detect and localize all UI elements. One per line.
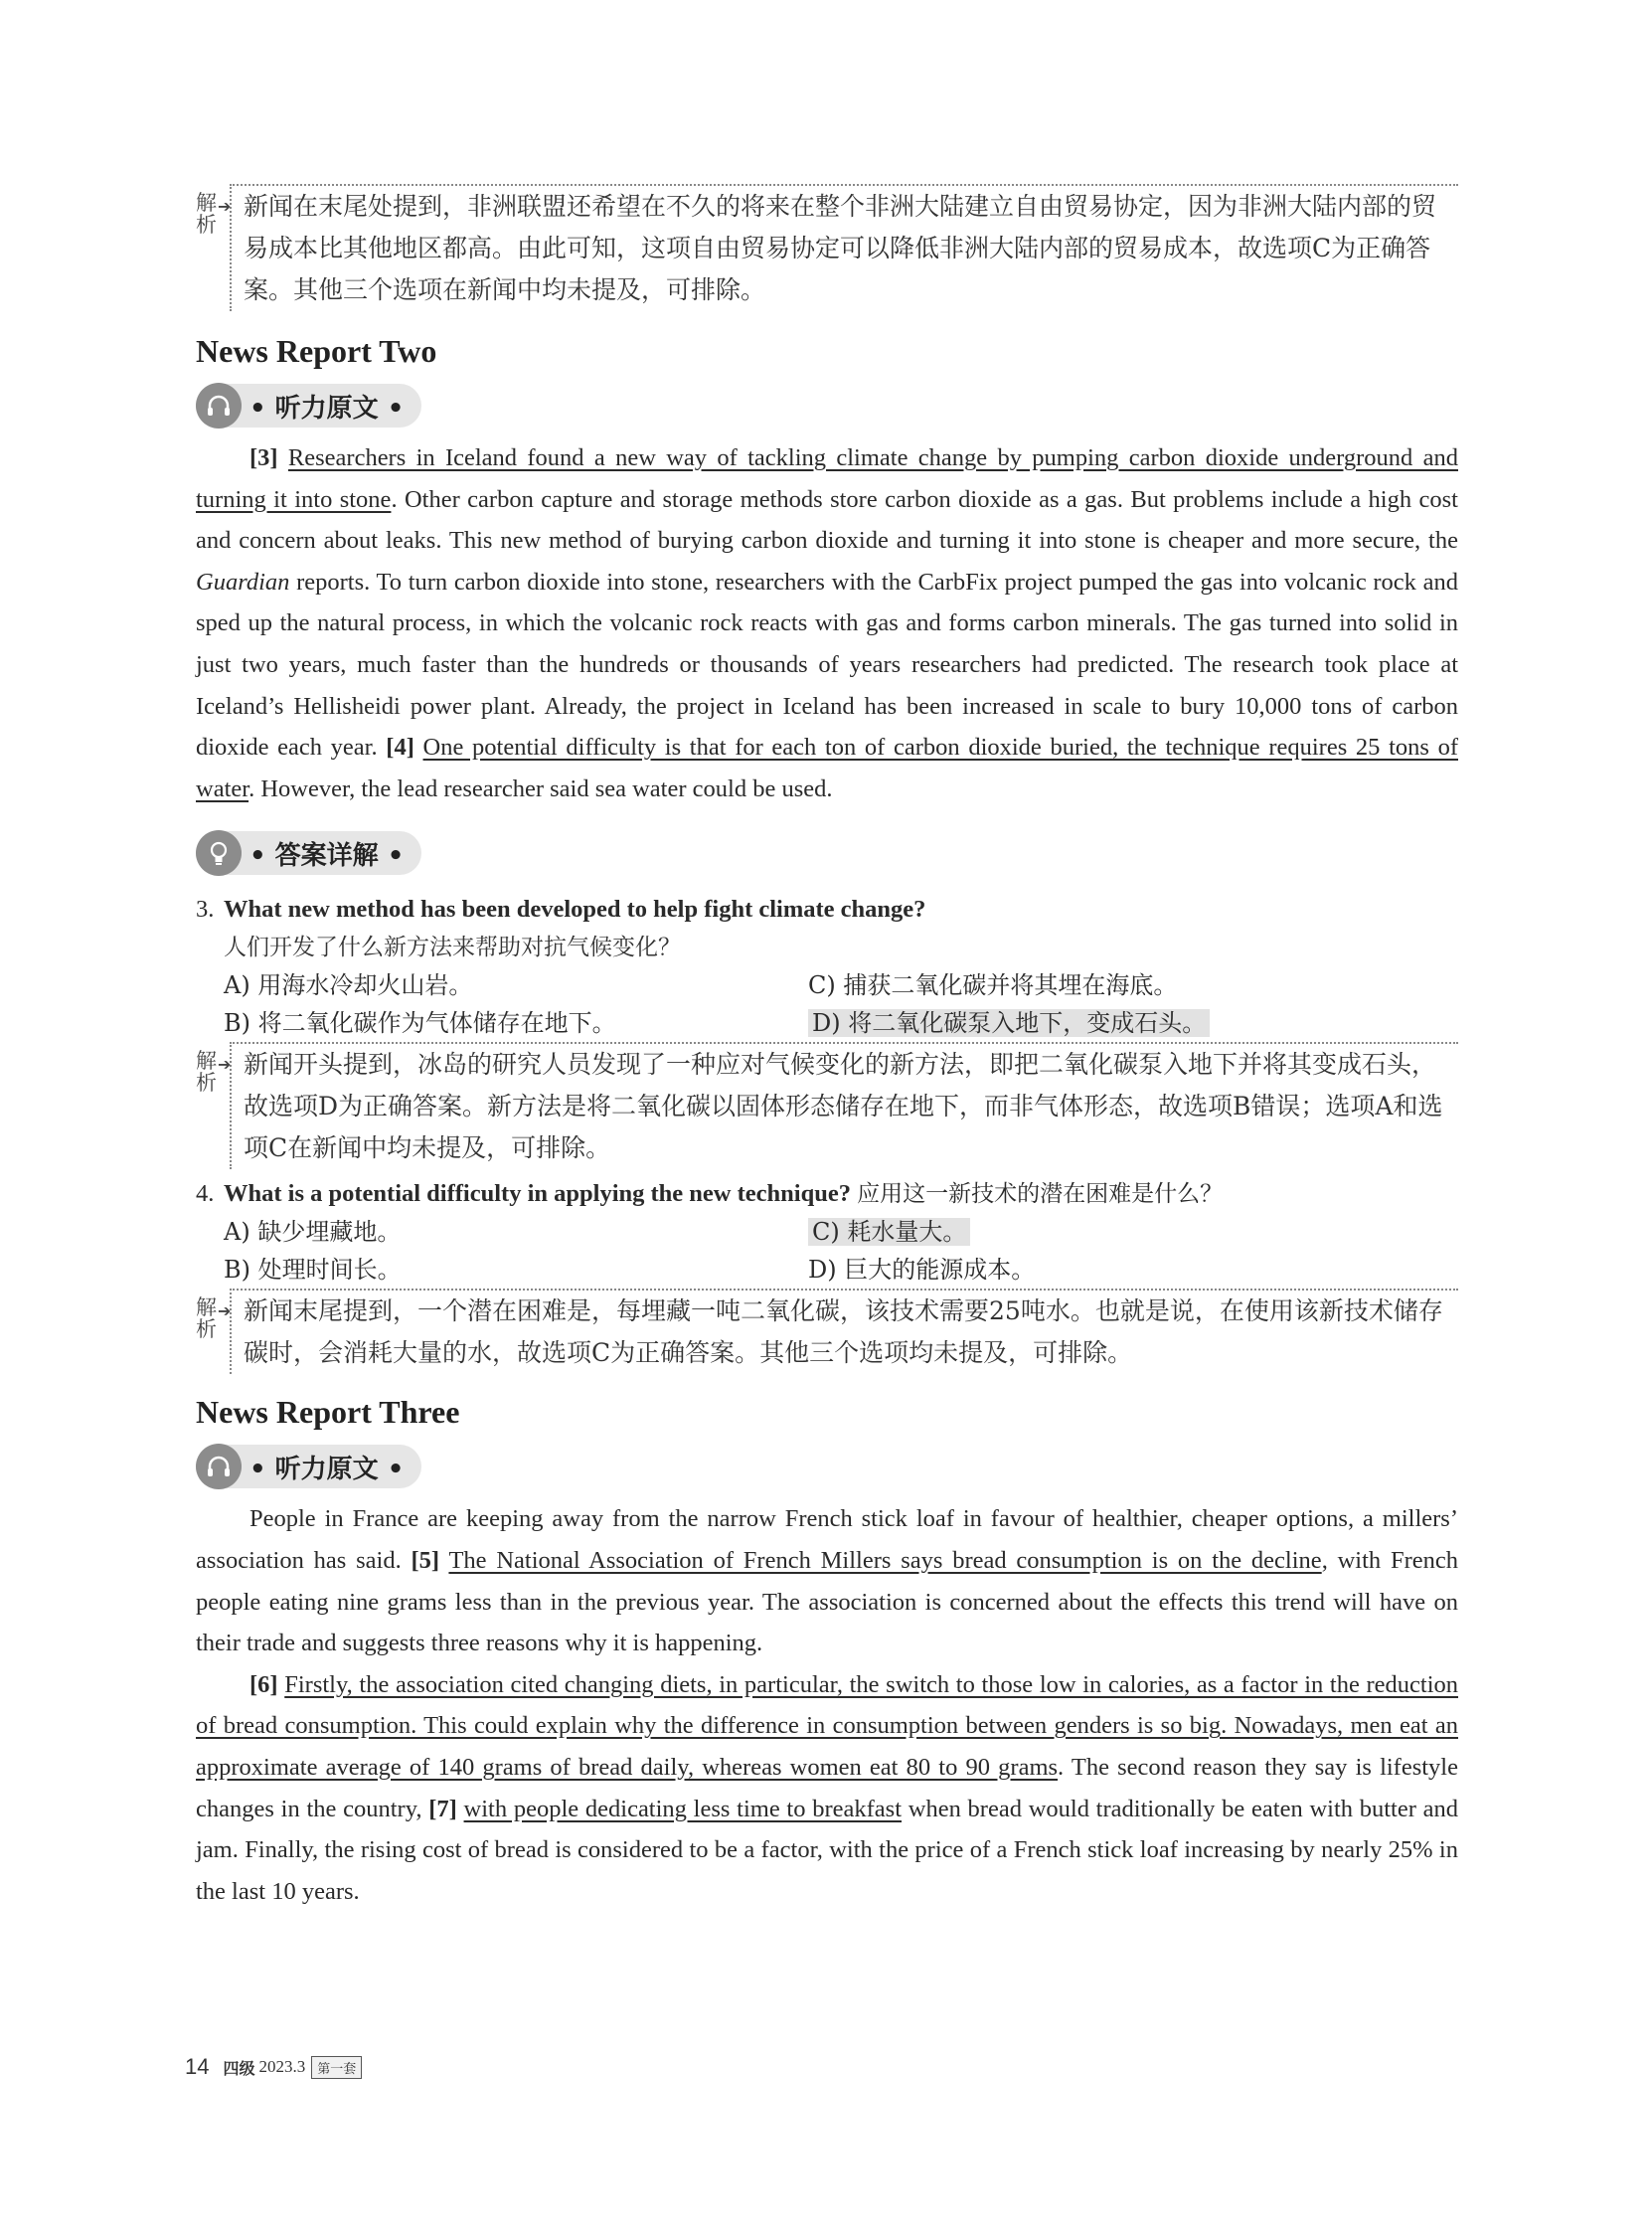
underlined-sentence-3: Researchers in Iceland found a new way of tackling climate change by pumping carbon dioxide underground and turning it into stone <box>196 444 1458 513</box>
underlined-sentence-7: with people dedicating less time to breakfast <box>463 1795 903 1822</box>
transcript-text: when bread would traditionally be eaten with butter and jam. Finally, the rising cost of bread is considered to be a factor, with the price of a French stick loaf increasing by nearly 25% in the last 10 years. <box>196 1795 1459 1905</box>
publication-name: Guardian <box>196 568 290 596</box>
analysis-tag <box>196 1289 230 1340</box>
analysis-text: 新闻在末尾处提到，非洲联盟还希望在不久的将来在整个非洲大陆建立自由贸易协定，因为非洲大陆内部的贸易成本比其他地区都高。由此可知，这项自由贸易协定可以降低非洲大陆内部的贸易成本，故选项C为正确答案。其他三个选项在新闻中均未提及，可排除。 <box>230 184 1458 311</box>
option-b: B) 将二氧化碳作为气体储存在地下。 <box>224 1009 616 1038</box>
set-badge: 第一套 <box>311 2056 362 2079</box>
underlined-sentence-6: Firstly, the association cited changing diets, in particular, the switch to those low in calories, as a factor in the reduction of bread consumption. This could explain why the difference in consumption between genders is so big. Nowadays, men eat an approximate average of 140 grams of bread daily, whereas women eat 80 to 90 grams <box>196 1670 1459 1781</box>
transcript-label-text: • 听力原文 • <box>249 393 405 424</box>
option-a: A) 缺少埋藏地。 <box>224 1218 402 1247</box>
headphones-icon <box>196 383 242 429</box>
analysis-tag <box>196 184 230 236</box>
page-number: 14 <box>185 2054 210 2079</box>
issue-date: 2023.3 <box>258 2057 306 2076</box>
marker-7: [7] <box>428 1795 457 1822</box>
options-3 <box>196 966 1458 1042</box>
underlined-sentence-5: The National Association of French Millers says bread consumption is on the decline <box>448 1546 1322 1574</box>
question-translation: 应用这一新技术的潜在困难是什么？ <box>857 1181 1224 1208</box>
answers-label <box>196 831 421 875</box>
marker-5: [5] <box>411 1546 440 1574</box>
transcript-label-two <box>196 384 421 428</box>
correct-answer-highlight: D) 将二氧化碳泵入地下，变成石头。 <box>808 1009 1210 1037</box>
transcript-text: People in France are keeping away from the narrow French stick loaf in favour of healthier, cheaper options, a millers’ association has said. <box>196 1505 1458 1574</box>
question-text: What is a potential difficulty in applying the new technique? <box>224 1180 851 1208</box>
analysis-tag-text: 解析 <box>196 191 217 237</box>
analysis-tag-text: 解析 <box>196 1049 217 1096</box>
arrow-icon: ➔ <box>218 197 232 216</box>
section-title-news-three: News Report Three <box>196 1394 460 1431</box>
marker-4: [4] <box>386 734 414 762</box>
option-a: A) 用海水冷却火山岩。 <box>224 971 473 1000</box>
underlined-sentence-4: One potential difficulty is that for each ton of carbon dioxide buried, the technique requires 25 tons of water <box>196 734 1458 802</box>
analysis-block-3 <box>196 1042 1458 1169</box>
option-c: C) 捕获二氧化碳并将其埋在海底。 <box>808 971 1178 1000</box>
transcript-text: , with French people eating nine grams less than in the previous year. The association is concerned about the effects this trend will have on their trade and suggests three reasons why it is happening. <box>196 1546 1458 1657</box>
transcript-paragraph-three-2 <box>196 1664 1458 1913</box>
analysis-block-top <box>196 184 1458 311</box>
page-footer <box>185 2054 362 2080</box>
transcript-paragraph-three-1 <box>196 1498 1458 1663</box>
transcript-text: . However, the lead researcher said sea water could be used. <box>248 775 833 802</box>
transcript-label-three <box>196 1445 421 1488</box>
analysis-text: 新闻末尾提到，一个潜在困难是，每埋藏一吨二氧化碳，该技术需要25吨水。也就是说，在使用该新技术储存碳时，会消耗大量的水，故选项C为正确答案。其他三个选项均未提及，可排除。 <box>230 1289 1458 1374</box>
question-number: 3. <box>196 896 215 924</box>
option-c-correct <box>808 1213 1458 1251</box>
option-d-correct <box>808 1004 1458 1042</box>
transcript-text: . Other carbon capture and storage methods store carbon dioxide as a gas. But problems include a high cost and concern about leaks. This new method of burying carbon dioxide and turning it into stone is cheaper and more secure, the <box>196 485 1458 555</box>
analysis-tag-text: 解析 <box>196 1295 217 1342</box>
question-number: 4. <box>196 1180 215 1208</box>
marker-3: [3] <box>249 444 278 471</box>
lightbulb-icon <box>196 830 242 876</box>
transcript-paragraph-two <box>196 437 1458 809</box>
question-translation: 人们开发了什么新方法来帮助对抗气候变化？ <box>224 935 681 961</box>
transcript-label-text: • 听力原文 • <box>249 1454 405 1484</box>
analysis-tag <box>196 1042 230 1094</box>
question-3 <box>196 891 1458 929</box>
options-4 <box>196 1213 1458 1289</box>
section-title-news-two: News Report Two <box>196 333 437 369</box>
analysis-text: 新闻开头提到，冰岛的研究人员发现了一种应对气候变化的新方法，即把二氧化碳泵入地下并将其变成石头，故选项D为正确答案。新方法是将二氧化碳以固体形态储存在地下，而非气体形态，故选项B错误；选项A和选项C在新闻中均未提及，可排除。 <box>230 1042 1458 1169</box>
question-4 <box>196 1175 1458 1213</box>
correct-answer-highlight: C) 耗水量大。 <box>808 1218 970 1246</box>
option-d: D) 巨大的能源成本。 <box>808 1256 1036 1285</box>
analysis-block-4 <box>196 1289 1458 1374</box>
marker-6: [6] <box>249 1670 278 1698</box>
transcript-text: reports. To turn carbon dioxide into stone, researchers with the CarbFix project pumped the gas into volcanic rock and sped up the natural process, in which the volcanic rock reacts with gas and forms carbon minerals. The gas turned into solid in just two years, much faster than the hundreds or thousands of years researchers had predicted. The research took place at Iceland’s Hellisheidi power plant. Already, the project in Iceland has been increased in scale to bury 10,000 tons of carbon dioxide each year. <box>196 568 1458 762</box>
question-text: What new method has been developed to help fight climate change? <box>224 896 926 924</box>
magazine-name: 四级 <box>223 2058 255 2078</box>
transcript-text: . The second reason they say is lifestyle changes in the country, <box>196 1753 1458 1822</box>
headphones-icon <box>196 1444 242 1489</box>
arrow-icon: ➔ <box>218 1055 232 1075</box>
option-b: B) 处理时间长。 <box>224 1256 402 1285</box>
answers-label-text: • 答案详解 • <box>249 840 405 871</box>
arrow-icon: ➔ <box>218 1301 232 1321</box>
page-content <box>196 184 1458 1912</box>
